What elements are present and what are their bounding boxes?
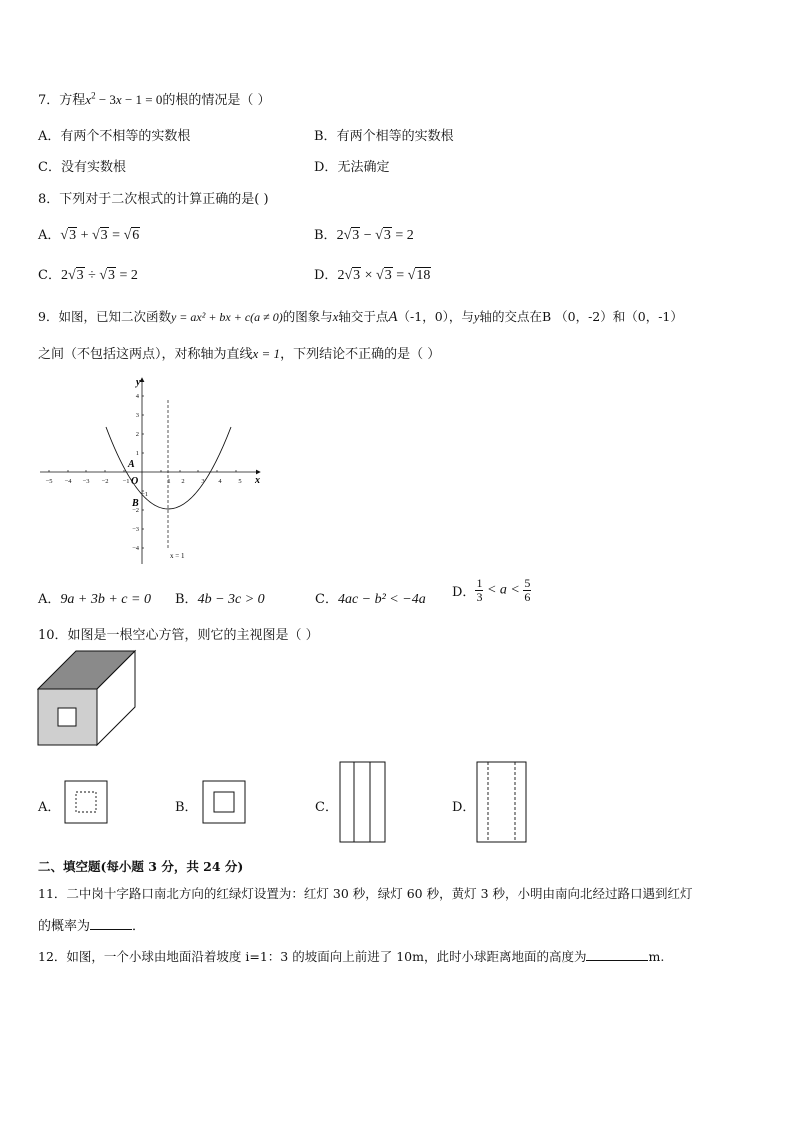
- y-tick-label: 1: [135, 450, 139, 457]
- x-tick-label: −5: [45, 478, 53, 485]
- q7-option-a[interactable]: A．有两个不相等的实数根: [38, 129, 191, 144]
- x-tick-label: 1: [167, 478, 171, 485]
- q10-option-a-label[interactable]: A．: [38, 800, 61, 815]
- x-tick-label: −2: [101, 478, 109, 485]
- q10-option-d-label[interactable]: D．: [452, 800, 476, 815]
- x-tick-label: 2: [181, 478, 185, 485]
- point-a-label: A: [128, 459, 135, 470]
- parabola-curve: [106, 427, 231, 509]
- y-tick-label: −2: [132, 507, 139, 514]
- x-tick-label: −1: [122, 478, 130, 485]
- q7-option-b[interactable]: B．有两个相等的实数根: [314, 129, 454, 144]
- section-title: 二、填空题(每小题 3 分，共 24 分): [38, 859, 244, 874]
- q10-option-b-label[interactable]: B．: [175, 800, 198, 815]
- q10-option-c-figure[interactable]: [339, 761, 387, 843]
- y-tick-label: −1: [141, 491, 148, 498]
- q7-option-c[interactable]: C．没有实数根: [38, 160, 126, 175]
- symmetry-axis-label: x = 1: [170, 552, 185, 560]
- q10-stem: 10．如图是一根空心方管，则它的主视图是（ ）: [38, 628, 319, 643]
- hollow-square-tube-figure: [37, 649, 137, 747]
- q9-option-a[interactable]: A．9a + 3b + c = 0: [38, 592, 151, 607]
- q8-option-c[interactable]: C．2√3 ÷ √3 = 2: [38, 268, 138, 283]
- x-tick-label: −3: [82, 478, 90, 485]
- y-tick-label: −3: [132, 526, 139, 533]
- q9-option-d[interactable]: D． $\frac{1}{3}$ < a < $\frac{5}{6}$: [452, 576, 531, 604]
- origin-label: O: [131, 476, 139, 487]
- q8-stem: 8．下列对于二次根式的计算正确的是( ): [38, 192, 269, 207]
- x-tick-label: 3: [201, 478, 205, 485]
- q10-option-d-figure[interactable]: [476, 761, 528, 843]
- point-b-label: B: [132, 498, 139, 509]
- tube-hole: [58, 708, 76, 726]
- q10-option-b-figure[interactable]: [202, 780, 246, 824]
- q9-stem-line2: 之间（不包括这两点），对称轴为直线x = 1，下列结论不正确的是（ ）: [38, 346, 441, 362]
- q11-answer-blank[interactable]: [90, 919, 132, 930]
- y-axis-label: y: [136, 377, 141, 388]
- q9-option-b[interactable]: B．4b − 3c > 0: [175, 592, 265, 607]
- y-tick-label: 2: [135, 431, 139, 438]
- y-tick-label: 3: [135, 412, 139, 419]
- q10-option-a-figure[interactable]: [64, 780, 108, 824]
- q9-option-c[interactable]: C．4ac − b² < −4a: [315, 592, 426, 607]
- q7-stem: 7．方程$x^2 - 3x - 1 = 0$的根的情况是（ ）: [38, 90, 271, 108]
- q11-line2: 的概率为 ．: [38, 919, 146, 934]
- q12-answer-blank[interactable]: [586, 950, 648, 961]
- x-tick-label: 4: [218, 478, 222, 485]
- q12-line: 12．如图，一个小球由地面沿着坡度 i=1：3 的坡面向上前进了 10m，此时小球距离地面的高度为 m.: [38, 949, 665, 964]
- x-tick-label: −4: [64, 478, 72, 485]
- q8-option-a[interactable]: A．√3 + √3 = √6: [38, 228, 140, 243]
- y-tick-label: −4: [132, 545, 139, 552]
- x-axis-label: x: [255, 475, 260, 486]
- q9-stem-line1: 9．如图，已知二次函数y = ax² + bx + c(a ≠ 0)的图象与x轴交于点A（-1，0），与y轴的交点在B （0，-2）和（0，-1）: [38, 309, 683, 325]
- q8-option-d[interactable]: D．2√3 × √3 = √18: [314, 268, 431, 283]
- x-tick-label: 5: [238, 478, 242, 485]
- y-tick-label: 4: [135, 393, 139, 400]
- q9-parabola-graph: [38, 372, 266, 568]
- q7-option-d[interactable]: D．无法确定: [314, 160, 390, 175]
- q8-option-b[interactable]: B．2√3 − √3 = 2: [314, 228, 414, 243]
- q11-line1: 11．二中岗十字路口南北方向的红绿灯设置为：红灯 30 秒，绿灯 60 秒，黄灯 3 秒，小明由南向北经过路口遇到红灯: [38, 886, 693, 901]
- q10-option-c-label[interactable]: C．: [315, 800, 338, 815]
